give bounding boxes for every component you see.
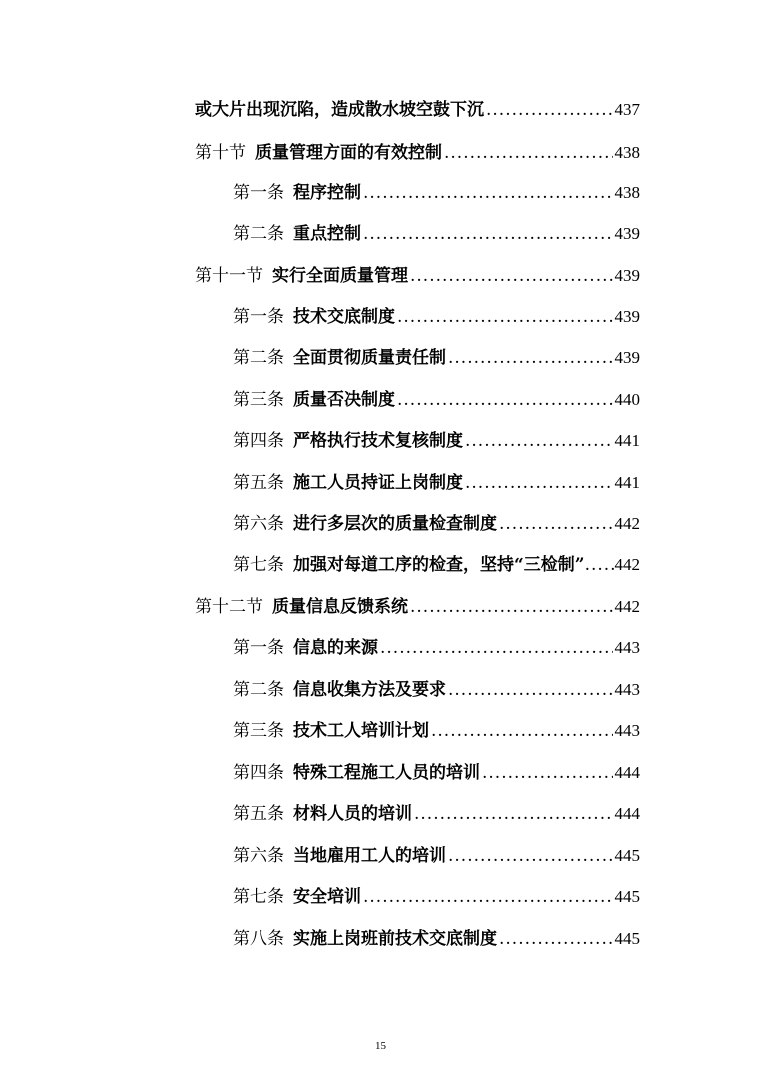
toc-entry-title: 材料人员的培训 xyxy=(293,804,412,824)
toc-entry-prefix: 第十二节 xyxy=(195,597,263,617)
toc-entry-prefix: 第二条 xyxy=(233,224,284,244)
toc-entry-page: 438 xyxy=(614,183,640,202)
toc-entry-page: 438 xyxy=(614,143,640,162)
toc-entry-title: 进行多层次的质量检查制度 xyxy=(293,514,497,534)
dot-leader xyxy=(448,844,613,868)
toc-entry-title: 质量管理方面的有效控制 xyxy=(255,143,442,163)
toc-entry-prefix: 第一条 xyxy=(233,307,284,327)
toc-entry-prefix: 第五条 xyxy=(233,473,284,493)
toc-entry[interactable] xyxy=(233,388,640,412)
dot-leader xyxy=(482,761,613,785)
toc-entry-title: 安全培训 xyxy=(293,887,361,907)
toc-entry-title: 信息的来源 xyxy=(293,638,378,658)
toc-entry[interactable] xyxy=(233,802,640,826)
toc-entry-title: 技术工人培训计划 xyxy=(293,721,429,741)
toc-entry-title: 施工人员持证上岗制度 xyxy=(293,473,463,493)
toc-entry-page: 442 xyxy=(614,514,640,533)
dot-leader xyxy=(486,98,613,122)
toc-entry-title: 严格执行技术复核制度 xyxy=(293,431,463,451)
toc-entry-prefix: 第七条 xyxy=(233,555,284,575)
toc-entry-prefix: 第七条 xyxy=(233,887,284,907)
dot-leader xyxy=(499,927,613,951)
toc-entry[interactable] xyxy=(195,141,640,165)
toc-entry-title: 质量否决制度 xyxy=(293,390,395,410)
toc-entry-page: 439 xyxy=(614,224,640,243)
toc-entry-page: 443 xyxy=(614,638,640,657)
toc-entry-title: 信息收集方法及要求 xyxy=(293,680,446,700)
dot-leader xyxy=(431,719,613,743)
toc-entry-page: 444 xyxy=(614,763,640,782)
toc-entry-page: 439 xyxy=(614,348,640,367)
toc-entry[interactable] xyxy=(233,429,640,453)
toc-entry[interactable] xyxy=(233,636,640,660)
toc-entry[interactable] xyxy=(233,222,640,246)
toc-entry-prefix: 第一条 xyxy=(233,183,284,203)
toc-entry-page: 441 xyxy=(614,473,640,492)
dot-leader xyxy=(363,885,613,909)
dot-leader xyxy=(363,181,613,205)
toc-entry-page: 444 xyxy=(614,804,640,823)
toc-entry-title: 实施上岗班前技术交底制度 xyxy=(293,929,497,949)
toc-entry[interactable] xyxy=(233,761,640,785)
toc-entry-page: 442 xyxy=(614,597,640,616)
toc-entry-prefix: 第二条 xyxy=(233,680,284,700)
toc-entry[interactable] xyxy=(233,719,640,743)
toc-entry[interactable] xyxy=(233,885,640,909)
toc-entry[interactable] xyxy=(195,98,640,122)
toc-entry-page: 442 xyxy=(614,555,640,574)
toc-entry[interactable] xyxy=(233,305,640,329)
toc-entry-page: 441 xyxy=(614,431,640,450)
toc-entry[interactable] xyxy=(195,264,640,288)
toc-entry-page: 445 xyxy=(614,887,640,906)
toc-entry-prefix: 第二条 xyxy=(233,348,284,368)
dot-leader xyxy=(448,346,613,370)
toc-entry-prefix: 第八条 xyxy=(233,929,284,949)
toc-entry-prefix: 第十一节 xyxy=(195,266,263,286)
toc-entry-prefix: 第四条 xyxy=(233,763,284,783)
toc-entry[interactable] xyxy=(233,181,640,205)
dot-leader xyxy=(448,678,613,702)
dot-leader xyxy=(410,264,613,288)
dot-leader xyxy=(499,512,613,536)
toc-entry[interactable] xyxy=(233,553,640,577)
toc-entry[interactable] xyxy=(233,346,640,370)
toc-entry-prefix: 第六条 xyxy=(233,514,284,534)
dot-leader xyxy=(410,595,613,619)
toc-entry-title: 程序控制 xyxy=(293,183,361,203)
toc-entry-page: 445 xyxy=(614,929,640,948)
toc-entry-page: 445 xyxy=(614,846,640,865)
toc-entry-prefix: 第五条 xyxy=(233,804,284,824)
toc-entry-prefix: 第三条 xyxy=(233,721,284,741)
toc-entry[interactable] xyxy=(233,844,640,868)
toc-entry-title: 技术交底制度 xyxy=(293,307,395,327)
toc-entry-prefix: 第六条 xyxy=(233,846,284,866)
dot-leader xyxy=(465,429,613,453)
toc-entry[interactable] xyxy=(233,678,640,702)
toc-entry-title: 特殊工程施工人员的培训 xyxy=(293,763,480,783)
toc-entry-prefix: 第十节 xyxy=(195,143,246,163)
dot-leader xyxy=(363,222,613,246)
dot-leader xyxy=(397,305,613,329)
dot-leader xyxy=(414,802,613,826)
dot-leader xyxy=(585,553,615,577)
dot-leader xyxy=(465,471,613,495)
toc-entry-prefix: 第四条 xyxy=(233,431,284,451)
toc-entry[interactable] xyxy=(195,595,640,619)
toc-entry-page: 439 xyxy=(614,307,640,326)
toc-entry-title: 质量信息反馈系统 xyxy=(272,597,408,617)
dot-leader xyxy=(397,388,613,412)
toc-entry-title: 实行全面质量管理 xyxy=(272,266,408,286)
toc-entry-page: 439 xyxy=(614,266,640,285)
dot-leader xyxy=(444,141,613,165)
page-number: 15 xyxy=(375,1040,386,1052)
toc-entry-title: 当地雇用工人的培训 xyxy=(293,846,446,866)
toc-entry-title: 加强对每道工序的检查，坚持“三检制” xyxy=(293,555,585,575)
dot-leader xyxy=(380,636,613,660)
toc-entry-title: 或大片出现沉陷，造成散水坡空鼓下沉 xyxy=(195,100,484,120)
toc-entry-prefix: 第一条 xyxy=(233,638,284,658)
toc-entry[interactable] xyxy=(233,471,640,495)
toc-entry-title: 重点控制 xyxy=(293,224,361,244)
toc-entry[interactable] xyxy=(233,512,640,536)
toc-entry[interactable] xyxy=(233,927,640,951)
toc-entry-title: 全面贯彻质量责任制 xyxy=(293,348,446,368)
toc-entry-page: 443 xyxy=(614,680,640,699)
toc-entry-prefix: 第三条 xyxy=(233,390,284,410)
toc-entry-page: 440 xyxy=(614,390,640,409)
toc-entry-page: 443 xyxy=(614,721,640,740)
toc-entry-page: 437 xyxy=(614,100,640,119)
